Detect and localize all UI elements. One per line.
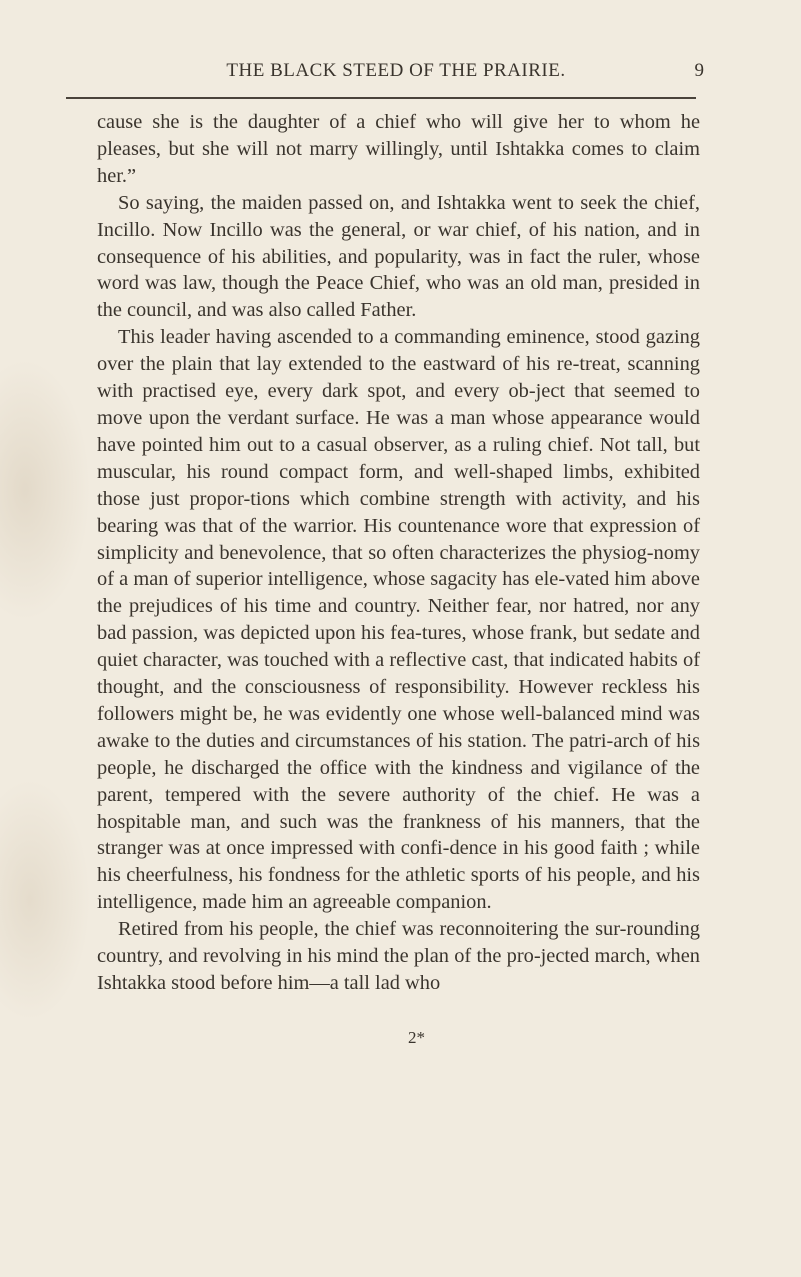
paragraph: So saying, the maiden passed on, and Ishtakka went to seek the chief, Incillo. Now Incillo was the general, or war chief, of his nation, and in consequence of his abilities, and popularity, was in fact the ruler, whose word was law, though the Peace Chief, who was an old man, presided in the council, and was also called Father. bbox=[97, 191, 700, 322]
running-title: THE BLACK STEED OF THE PRAIRIE. bbox=[226, 60, 566, 81]
body-text bbox=[97, 109, 700, 997]
page-number: 9 bbox=[694, 60, 704, 81]
header-rule bbox=[66, 97, 696, 99]
paragraph: This leader having ascended to a commanding eminence, stood gazing over the plain that lay extended to the eastward of his re-treat, scanning with practised eye, every dark spot, and every ob-ject that seemed to move upon the verdant surface. He was a man whose appearance would have pointed him out to a casual observer, as a ruling chief. Not tall, but muscular, his round compact form, and well-shaped limbs, exhibited those just propor-tions which combine strength with activity, and his bearing was that of the warrior. His countenance wore that expression of simplicity and benevolence, that so often characterizes the physiog-nomy of a man of superior intelligence, whose sagacity has ele-vated him above the prejudices of his time and country. Neither fear, nor hatred, nor any bad passion, was depicted upon his fea-tures, whose frank, but sedate and quiet character, was touched with a reflective cast, that indicated habits of thought, and the consciousness of responsibility. However reckless his followers might be, he was evidently one whose well-balanced mind was awake to the duties and circumstances of his station. The patri-arch of his people, he discharged the office with the kindness and vigilance of the parent, tempered with the severe authority of the chief. He was a hospitable man, and such was the frankness of his manners, that the stranger was at once impressed with confi-dence in his good faith ; while his cheerfulness, his fondness for the athletic sports of his people, and his intelligence, made him an agreeable companion. bbox=[97, 326, 700, 914]
running-header bbox=[80, 58, 712, 88]
paragraph: cause she is the daughter of a chief who will give her to whom he pleases, but she will not marry willingly, until Ishtakka comes to claim her.” bbox=[97, 111, 700, 187]
signature-mark: 2* bbox=[408, 1028, 425, 1047]
page-stain bbox=[0, 780, 90, 1020]
paragraph: Retired from his people, the chief was reconnoitering the sur-rounding country, and revolving in his mind the plan of the pro-jected march, when Ishtakka stood before him—a tall lad who bbox=[97, 918, 700, 994]
page-stain bbox=[0, 360, 90, 620]
